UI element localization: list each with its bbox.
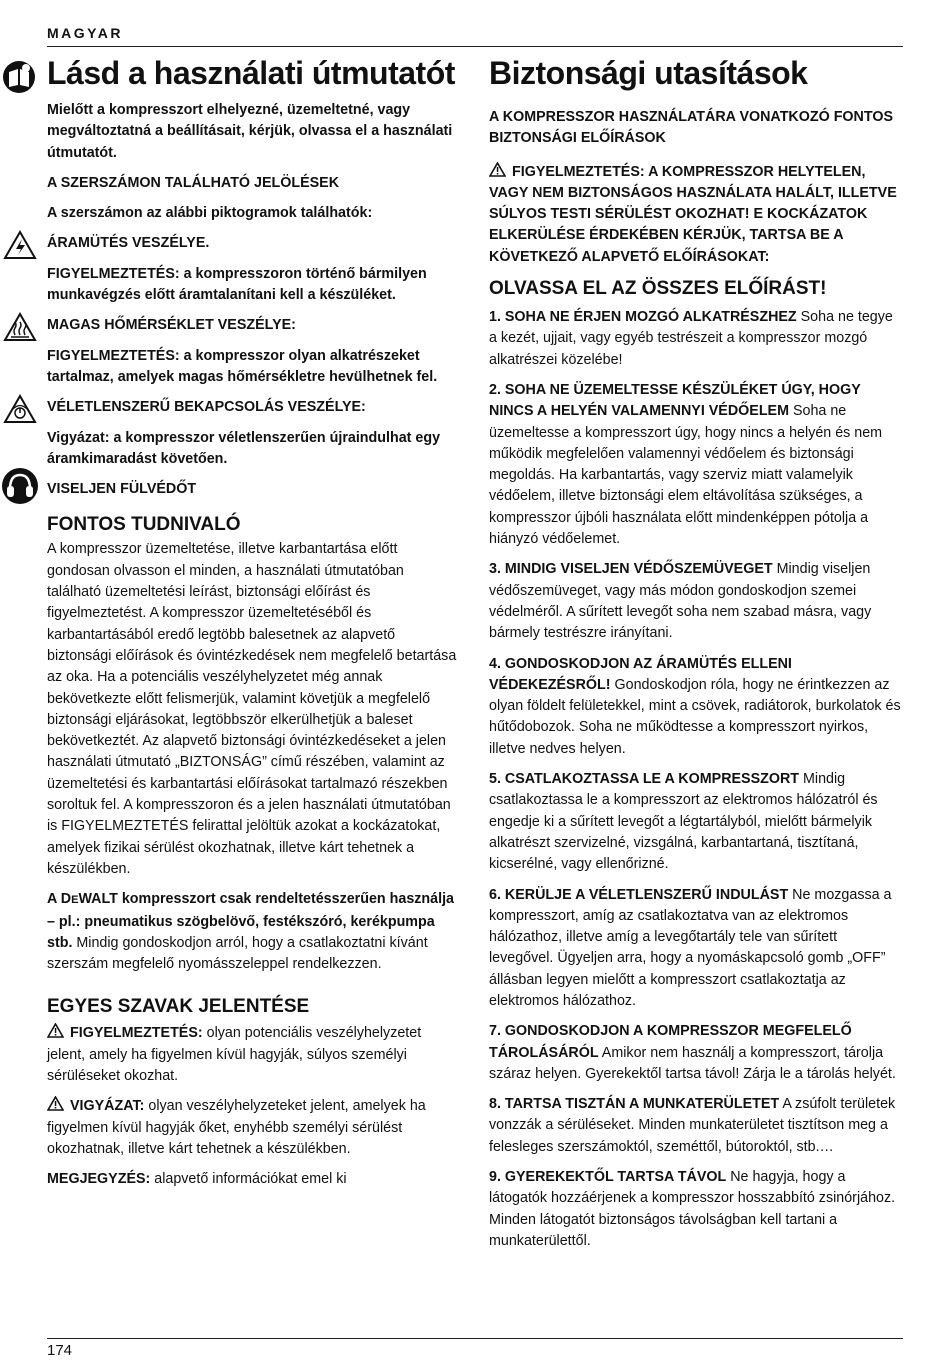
- caution-term: VIGYÁZAT:: [70, 1098, 145, 1115]
- read-manual-icon: [1, 60, 39, 94]
- safety-rule-title: 9. GYEREKEKTŐL TARTSA TÁVOL: [489, 1169, 727, 1186]
- hot-label: MAGAS HŐMÉRSÉKLET VESZÉLYE:: [47, 317, 296, 334]
- safety-rule-title: 6. KERÜLJE A VÉLETLENSZERŰ INDULÁST: [489, 886, 789, 903]
- safety-rule-item: [489, 559, 903, 644]
- caution-definition: [47, 1096, 460, 1160]
- main-warning: [489, 162, 903, 268]
- ear-protection-icon: [1, 469, 39, 503]
- important-heading: FONTOS TUDNIVALÓ: [47, 514, 241, 536]
- safety-rule-item: [489, 769, 903, 875]
- safety-rule-title: 3. MINDIG VISELJEN VÉDŐSZEMÜVEGET: [489, 561, 773, 578]
- dewalt-bold-small: E: [71, 894, 79, 907]
- note-def: alapvető információkat emel ki: [150, 1171, 347, 1188]
- ear-row: [47, 479, 460, 500]
- electric-label: ÁRAMÜTÉS VESZÉLYE.: [47, 235, 210, 252]
- manual-title: Lásd a használati útmutatót: [47, 55, 455, 91]
- safety-rule-text: Amikor nem használj a kompresszort, tárolja száraz helyen. Gyerekektől tartsa távol! Zárja le a tárolás helyét.: [489, 1044, 896, 1082]
- warning-triangle-icon: [489, 162, 507, 177]
- markings-intro: A szerszámon az alábbi piktogramok találhatók:: [47, 205, 373, 222]
- safety-rule-item: [489, 1094, 903, 1158]
- header-rule: [47, 46, 903, 47]
- autostart-row: [47, 397, 460, 418]
- safety-rule-text: A zsúfolt területek vonzzák a sérüléseket. Minden munkaterületet tisztítson meg a felesleges szerszámoktól, szeméttől, bútoroktól, stb.…: [489, 1096, 896, 1155]
- warning-term: FIGYELMEZTETÉS:: [70, 1025, 203, 1042]
- left-column: [47, 50, 460, 1199]
- safety-rule-text: Gondoskodjon róla, hogy ne érintkezzen az olyan földelt felületekkel, mint a csövek, radiátorok, burkolatok és hűtődobozok. Soha ne működtesse a kompresszort nyirkos, illetve nedves helyen.: [489, 676, 901, 757]
- hot-surface-icon: [1, 310, 39, 344]
- safety-rule-title: 7. GONDOSKODJON A KOMPRESSZOR MEGFELELŐ TÁROLÁSÁRÓL: [489, 1023, 852, 1061]
- safety-rule-item: [489, 885, 903, 1013]
- safety-rule-item: [489, 654, 903, 760]
- safety-rule-item: [489, 307, 903, 371]
- hot-warning: FIGYELMEZTETÉS: a kompresszor olyan alkatrészeket tartalmaz, amelyek magas hőmérsékletre hevülhetnek fel.: [47, 347, 438, 385]
- safety-rule-title: 8. TARTSA TISZTÁN A MUNKATERÜLETET: [489, 1096, 780, 1113]
- safety-rule-title: 4. GONDOSKODJON AZ ÁRAMÜTÉS ELLENI VÉDEKEZÉSRŐL!: [489, 655, 792, 693]
- language-label: MAGYAR: [47, 25, 123, 41]
- warning-triangle-icon: [47, 1023, 65, 1038]
- safety-rules-list: [489, 307, 903, 1252]
- safety-rule-title: 2. SOHA NE ÜZEMELTESSE KÉSZÜLÉKET ÚGY, HOGY NINCS A HELYÉN VALAMENNYI VÉDŐELEM: [489, 381, 861, 420]
- dewalt-text: Mindig gondoskodjon arról, hogy a csatlakoztatni kívánt szerszám megfelelő nyomásszeleppel rendelkezzen.: [47, 934, 428, 973]
- safety-rule-item: [489, 380, 903, 550]
- safety-rule-text: Soha ne üzemeltesse a kompresszort úgy, hogy nincs a helyén és nem működik megfelelően valamennyi védőelem és biztonsági megoldás. Ha karbantartás, vagy szerviz miatt valamelyik védőelem, illetve biztonsági elem eltávolítása szükséges, a kompresszor újbóli használata előtt mindenképpen pótolja a hiányzó védőelemet.: [489, 403, 883, 548]
- words-heading: EGYES SZAVAK JELENTÉSE: [47, 996, 310, 1018]
- markings-heading: A SZERSZÁMON TALÁLHATÓ JELÖLÉSEK: [47, 174, 340, 191]
- note-term: MEGJEGYZÉS:: [47, 1171, 151, 1188]
- electric-row: [47, 233, 460, 254]
- safety-rule-item: [489, 1167, 903, 1252]
- main-warning-text: FIGYELMEZTETÉS: A KOMPRESSZOR HELYTELEN, VAGY NEM BIZTONSÁGOS HASZNÁLATA HALÁLT, ILLETVE SÚLYOS TESTI SÉRÜLÉST OKOZHAT! E KOCKÁZATOK ELKERÜLÉSE ÉRDEKÉBEN KÉRJÜK, TARTSA BE A KÖVETKEZŐ ALAPVETŐ ELŐÍRÁSOKAT:: [489, 163, 897, 265]
- safety-rule-text: Mindig csatlakoztassa le a kompresszort az elektromos hálózatról és engedje ki a sűrített levegőt a légtartályból, mielőtt bármelyik alkatrészt szervizelné, vizsgálná, karbantartaná, tisztítaná, kicserélné, vagy ellenőrizné.: [489, 771, 878, 873]
- important-text: A kompresszor üzemeltetése, illetve karbantartása előtt gondosan olvasson el minden, a használati útmutatóban található üzemeltetési leírást, biztonsági előírást és figyelmeztetést. A kompresszor üzemeltetéséből és karbantartásából eredő legtöbb balesetnek az alapvető biztonsági előírások és óvintézkedések nem megfelelő betartása az oka. Ha a potenciális veszélyhelyzetet még annak bekövetkezte előtt felismerjük, valamint követjük a megfelelő biztonsági eljárásokat, legtöbbször elkerülhetjük a baleset bekövetkeztét. Az alapvető biztonsági óvintézkedéseket a jelen használati útmutató „BIZTONSÁG” című részében, valamint az üzemeltetési és karbantartási előírásokat tartalmazó részekben soroltuk fel. A kompresszoron és a jelen használati útmutatóban is FIGYELMEZTETÉS felirattal jelöltük azokat a kockázatokat, amelyek fizikai sérülést okozhatnak, illetve kárt tehetnek a készülékben.: [47, 541, 457, 877]
- dewalt-bold-a: A D: [47, 891, 72, 908]
- ear-label: VISELJEN FÜLVÉDŐT: [47, 481, 197, 498]
- electric-warning: FIGYELMEZTETÉS: a kompresszoron történő bármilyen munkavégzés előtt áramtalanítani kell a készüléket.: [47, 265, 427, 304]
- warning-definition: [47, 1023, 460, 1087]
- footer-rule: [47, 1338, 903, 1339]
- electric-shock-icon: [1, 228, 39, 262]
- safety-rule-text: Ne hagyja, hogy a látogatók hozzáérjenek a kompresszor hosszabbító zsinórjához. Minden látogatót biztonságos távolságban kell tartani a munkaterülettől.: [489, 1169, 896, 1249]
- auto-start-icon: [1, 392, 39, 426]
- dewalt-bold-b: WALT kompresszort csak rendeltetésszerűen használja – pl.: pneumatikus szögbelövő, festékszóró, kerékpumpa stb.: [47, 891, 454, 951]
- autostart-warning: Vigyázat: a kompresszor véletlenszerűen újraindulhat egy áramkimaradást követően.: [47, 429, 441, 467]
- read-all-heading: OLVASSA EL AZ ÖSSZES ELŐÍRÁST!: [489, 278, 827, 300]
- autostart-label: VÉLETLENSZERŰ BEKAPCSOLÁS VESZÉLYE:: [47, 399, 366, 416]
- safety-title: Biztonsági utasítások: [489, 55, 808, 91]
- safety-rule-text: Mindig viseljen védőszemüveget, vagy más módon gondoskodjon szemei védelméről. A sűrített levegőt soha nem szabad másra, vagy bármely testrészre irányítani.: [489, 561, 872, 642]
- caution-def: olyan veszélyhelyzeteket jelent, amelyek ha figyelmen kívül hagyják őket, enyhébb személyi sérülést okozhatnak, illetve kárt tehetnek a készülékben.: [47, 1098, 426, 1157]
- warning-triangle-icon: [47, 1096, 65, 1111]
- dewalt-paragraph: [47, 889, 460, 975]
- page-number: 174: [47, 1342, 73, 1359]
- note-definition: [47, 1169, 460, 1190]
- manual-intro: Mielőtt a kompresszort elhelyezné, üzemeltetné, vagy megváltoztatná a beállításait, kérjük, olvassa el a használati útmutatót.: [47, 102, 453, 161]
- safety-subheading: A KOMPRESSZOR HASZNÁLATÁRA VONATKOZÓ FONTOS BIZTONSÁGI ELŐÍRÁSOK: [489, 109, 894, 147]
- manual-title-row: [47, 55, 460, 91]
- safety-rule-item: [489, 1021, 903, 1085]
- safety-rule-title: 5. CSATLAKOZTASSA LE A KOMPRESSZORT: [489, 771, 800, 788]
- safety-rule-text: Soha ne tegye a kezét, ujjait, vagy egyéb testrészeit a kompresszor mozgó alkatrészei közelébe!: [489, 309, 893, 368]
- safety-rule-title: 1. SOHA NE ÉRJEN MOZGÓ ALKATRÉSZHEZ: [489, 309, 797, 326]
- warning-def: olyan potenciális veszélyhelyzetet jelent, amely ha figyelmen kívül hagyják, súlyos személyi sérüléseket okozhat.: [47, 1025, 422, 1084]
- right-column: [489, 50, 903, 1261]
- hot-row: [47, 315, 460, 336]
- safety-rule-text: Ne mozgassa a kompresszort, amíg az csatlakoztatva van az elektromos hálózathoz, illetve amíg a levegőtartály tele van sűrített levegővel. Ügyeljen arra, hogy a nyomáskapcsoló gomb „OFF” állásban legyen mielőtt a kompresszort csatlakoztatja az elektromos hálózathoz.: [489, 886, 892, 1009]
